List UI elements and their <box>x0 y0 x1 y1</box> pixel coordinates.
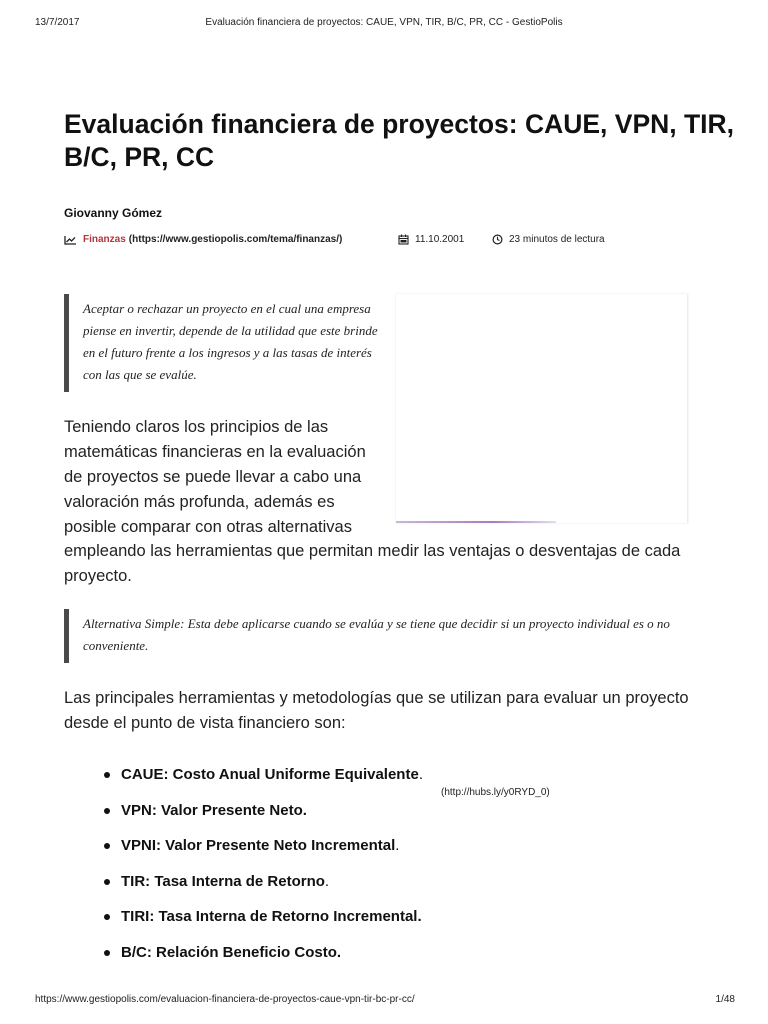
calendar-icon <box>398 234 409 245</box>
ad-loading-bar <box>396 521 556 523</box>
print-url: https://www.gestiopolis.com/evaluacion-financiera-de-proyectos-caue-vpn-tir-bc-pr-cc/ <box>35 994 415 1005</box>
list-item-label[interactable]: TIRI: Tasa Interna de Retorno Incremental. <box>121 908 422 925</box>
hub-link[interactable]: (http://hubs.ly/y0RYD_0) <box>441 787 550 798</box>
author-name[interactable]: Giovanny Gómez <box>64 206 163 220</box>
list-item: VPNI: Valor Presente Neto Incremental. <box>64 833 664 869</box>
list-item <box>64 798 664 834</box>
category-url[interactable]: (https://www.gestiopolis.com/tema/finanzas/) <box>128 234 343 245</box>
article-title: Evaluación financiera de proyectos: CAUE, VPN, TIR, B/C, PR, CC <box>64 109 735 172</box>
list-item-label[interactable]: B/C: Relación Beneficio Costo. <box>121 943 342 961</box>
list-item-label[interactable]: CAUE: Costo Anual Uniforme Equivalente <box>121 766 419 783</box>
list-item <box>64 904 664 940</box>
tools-list <box>64 762 664 975</box>
category-link[interactable]: Finanzas <box>83 234 126 245</box>
page-number: 1/48 <box>715 994 735 1005</box>
category-meta <box>64 234 342 245</box>
list-item-label[interactable]: VPN: Valor Presente Neto. <box>121 801 307 819</box>
list-item: TIR: Tasa Interna de Retorno. <box>64 869 664 905</box>
article-meta <box>64 234 704 250</box>
date-meta <box>398 234 464 245</box>
print-page-title: Evaluación financiera de proyectos: CAUE, VPN, TIR, B/C, PR, CC - GestioPolis <box>205 17 563 28</box>
read-time: 23 minutos de lectura <box>509 234 605 245</box>
list-item: CAUE: Costo Anual Uniforme Equivalente. <box>64 762 664 798</box>
tools-intro-paragraph: Las principales herramientas y metodologías que se utilizan para evaluar un proyecto desde el punto de vista financiero son: <box>64 689 689 732</box>
intro-paragraph-part1: Teniendo claros los principios de las matemáticas financieras en la evaluación de proyectos se puede llevar a cabo una valoración más profunda, además es posible comparar con otras alternativas <box>64 418 366 536</box>
intro-paragraph-part2: empleando las herramientas que permitan medir las ventajas o desventajas de cada proyecto. <box>64 542 681 585</box>
simple-alternative-quote: Alternativa Simple: Esta debe aplicarse cuando se evalúa y se tiene que decidir si un proyecto individual es o no conveniente. <box>64 609 713 663</box>
list-item-label[interactable]: TIR: Tasa Interna de Retorno <box>121 872 325 890</box>
list-item <box>64 940 664 976</box>
intro-quote: Aceptar o rechazar un proyecto en el cual una empresa piense en invertir, depende de la utilidad que este brinde en el futuro frente a los ingresos y a las tasas de interés con las que se evalúe. <box>64 294 383 392</box>
ad-placeholder[interactable] <box>396 294 688 523</box>
list-item-label[interactable]: VPNI: Valor Presente Neto Incremental <box>121 837 396 854</box>
publish-date: 11.10.2001 <box>415 234 465 245</box>
read-time-meta <box>492 234 605 245</box>
print-date: 13/7/2017 <box>35 17 80 28</box>
clock-icon <box>492 234 503 245</box>
trend-chart-icon <box>64 235 77 245</box>
